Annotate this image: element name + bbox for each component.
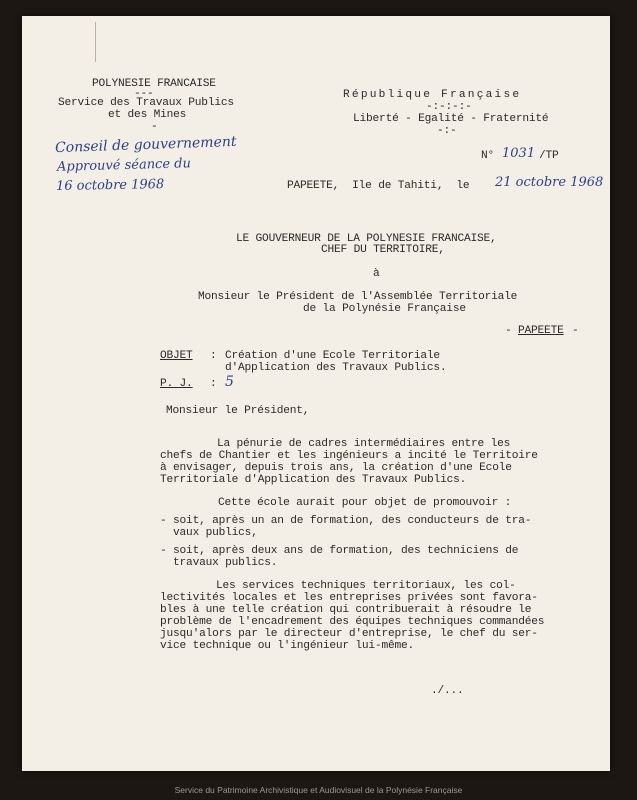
recipient-city-dash-left: - — [505, 325, 512, 337]
to-word: à — [373, 268, 380, 280]
paragraph1-line1: La pénurie de cadres intermédiaires entre les — [217, 438, 511, 450]
recipient-line1: Monsieur le Président de l'Assemblée Territoriale — [198, 291, 518, 303]
bullet2-line2: travaux publics. — [160, 557, 278, 569]
handwritten-date: 21 octobre 1968 — [495, 175, 604, 190]
handwritten-annotation-line2: Approuvé séance du — [56, 156, 192, 175]
paragraph3-line2: lectivités locales et les entreprises privées sont favora- — [160, 592, 538, 604]
paragraph3-line5: jusqu'alors par le directeur d'entreprise, le chef du ser- — [160, 628, 538, 640]
recipient-city-dash-right: - — [572, 325, 579, 337]
document-page — [22, 16, 610, 771]
paragraph1-line3: à envisager, depuis trois ans, la création d'une Ecole — [160, 462, 512, 474]
archive-footer: Service du Patrimoine Archivistique et Audiovisuel de la Polynésie Française — [174, 785, 463, 795]
republic-separator: -:-:-:- — [426, 101, 472, 113]
paragraph3-line4: problème de l'encadrement des équipes techniques commandées — [160, 616, 545, 628]
attachments-colon: : — [210, 378, 217, 390]
bullet1-line1: - soit, après un an de formation, des conducteurs de tra- — [160, 515, 532, 527]
bullet2-line1: - soit, après deux ans de formation, des techniciens de — [160, 545, 519, 557]
sender-line1: LE GOUVERNEUR DE LA POLYNESIE FRANCAISE, — [236, 233, 497, 245]
handwritten-annotation-line1: Conseil de gouvernement — [54, 133, 237, 157]
letterhead-separator: --- — [134, 88, 154, 100]
motto-separator: -:- — [437, 125, 457, 137]
letterhead-service-line1: Service des Travaux Publics — [58, 97, 234, 109]
object-line2: d'Application des Travaux Publics. — [225, 362, 447, 374]
object-line1: Création d'une Ecole Territoriale — [225, 350, 440, 362]
letterhead-service-line2: et des Mines — [108, 109, 187, 121]
paragraph1-line2: chefs de Chantier et les ingénieurs a incité le Territoire — [160, 450, 538, 462]
attachments-label: P. J. — [160, 378, 193, 390]
recipient-line2: de la Polynésie Française — [303, 303, 466, 315]
letterhead-dash: - — [151, 121, 158, 133]
salutation: Monsieur le Président, — [166, 405, 310, 417]
object-colon: : — [210, 350, 217, 362]
recipient-city: PAPEETE — [518, 325, 564, 337]
paragraph2-intro: Cette école aurait pour objet de promouvoir : — [218, 497, 512, 509]
letterhead-territory: POLYNESIE FRANCAISE — [92, 78, 216, 90]
reference-number: 1031 — [502, 146, 536, 161]
sender-line2: CHEF DU TERRITOIRE, — [321, 244, 445, 256]
reference-prefix: N° — [481, 150, 495, 162]
fold-mark — [95, 22, 96, 62]
republic-motto: Liberté - Egalité - Fraternité — [353, 113, 549, 125]
object-label: OBJET — [160, 350, 193, 362]
paragraph3-line1: Les services techniques territoriaux, les col- — [216, 580, 516, 592]
paragraph3-line6: vice technique ou l'ingénieur lui-même. — [160, 640, 415, 652]
reference-suffix: /TP — [539, 150, 559, 162]
attachments-value: 5 — [225, 374, 234, 390]
republic-heading: République Française — [343, 89, 522, 101]
paragraph3-line3: bles à une telle création qui contribuerait à résoudre le — [160, 604, 532, 616]
continuation-mark: ./... — [431, 685, 464, 697]
handwritten-annotation-line3: 16 octobre 1968 — [55, 177, 165, 194]
paragraph1-line4: Territoriale d'Application des Travaux Publics. — [160, 474, 467, 486]
place-date: PAPEETE, Ile de Tahiti, le — [287, 180, 470, 192]
bullet1-line2: vaux publics, — [160, 527, 258, 539]
